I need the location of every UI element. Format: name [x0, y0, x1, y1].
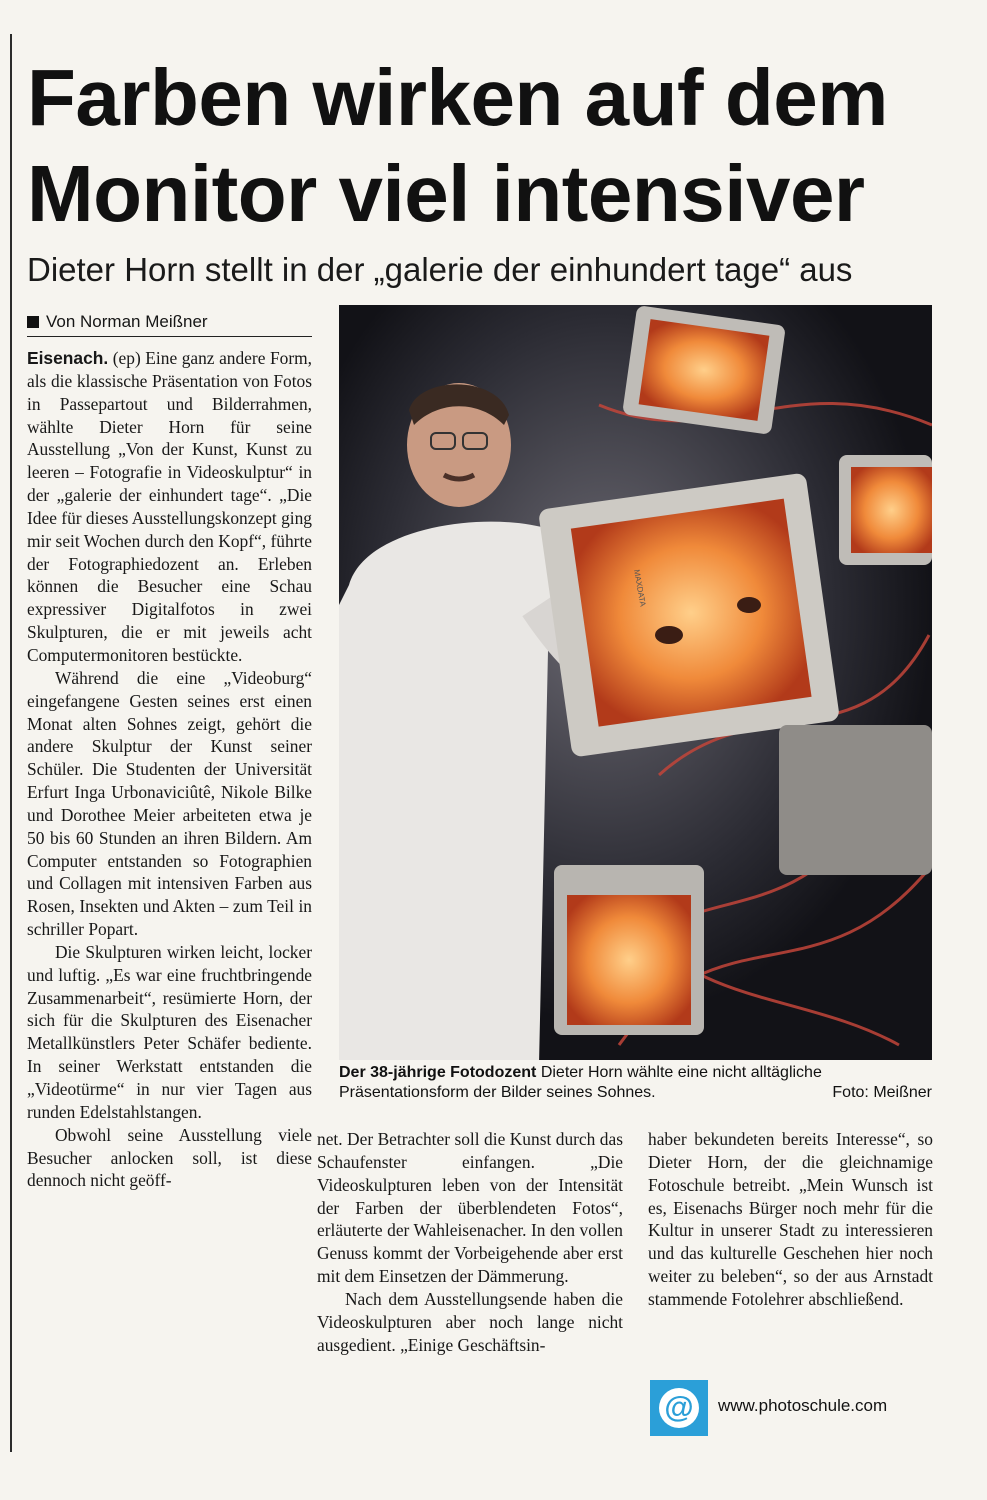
website-url[interactable]: www.photoschule.com — [718, 1396, 888, 1415]
photo-credit: Foto: Meißner — [832, 1084, 932, 1101]
headline-line-1: Farben wirken auf dem — [27, 53, 888, 142]
monitor-brand-label: MAXDATA — [632, 568, 648, 608]
paragraph-2: Während die eine „Videoburg“ eingefangene Gesten seines erst einen Monat alten Sohnes zeigt, gehört die andere Skulptur der Kunst seiner Schüler. Die Studenten der Universität Erfurt Inga Urbonaviciûtê, Nikole Bilke und Dorothee Meier arbeiteten etwa je 50 bis 60 Stunden an ihren Bildern. Am Computer entstanden so Fotographien und Collagen mit intensiven Farben aus Rosen, Insekten und Akten – zum Teil in schriller Popart. — [27, 667, 312, 940]
dateline: Eisenach. — [27, 348, 109, 368]
subheadline: Dieter Horn stellt in der „galerie der einhundert tage“ aus — [27, 251, 853, 288]
paragraph-5-cont: haber bekundeten bereits Interesse“, so Dieter Horn, der die gleichnamige Fotoschule betreibt. „Mein Wunsch ist es, Eisenachs Bürger noch mehr für die Kultur in unserer Stadt zu interessieren und das kulturelle Geschehen hier noch weiter zu beleben“, so der aus Arnstadt stammende Fotolehrer abschließend. — [648, 1129, 933, 1309]
byline — [27, 309, 312, 337]
caption-lead: Der 38-jährige Fotodozent — [339, 1064, 537, 1081]
article-column-3 — [648, 1128, 933, 1311]
monitor-center — [538, 472, 840, 757]
headline — [27, 50, 967, 242]
monitor-top — [622, 305, 786, 435]
byline-author: Von Norman Meißner — [46, 312, 208, 331]
photo-caption — [339, 1063, 932, 1103]
monitor-bottom — [554, 865, 704, 1035]
at-sign-icon — [650, 1380, 708, 1436]
byline-square-icon — [27, 316, 39, 328]
paragraph-4-start: Obwohl seine Ausstellung viele Besucher anlocken soll, ist diese dennoch nicht geöff- — [27, 1124, 312, 1191]
paragraph-3: Die Skulpturen wirken leicht, locker und luftig. „Es war eine fruchtbringende Zusammenarbeit“, resümierte Horn, der sich für die Skulpturen des Eisenacher Metallkünstlers Peter Schäfer bediente. In seiner Werkstatt entstanden die „Videotürme“ in nur vier Tagen aus runden Edelstahlstangen. — [27, 941, 312, 1122]
paragraph-5-start: Nach dem Ausstellungsende haben die Videoskulpturen aber noch lange nicht ausgedient. „Einige Geschäftsin- — [317, 1288, 623, 1355]
paragraph-4-cont: net. Der Betrachter soll die Kunst durch das Schaufenster einfangen. „Die Videoskulpturen leben von der Intensität der Farben der überblendeten Fotos“, erläuterte der Wahleisenacher. In den vollen Genuss kommt der Vorbeigehende aber erst mit dem Einsetzen der Dämmerung. — [317, 1129, 623, 1287]
article-photo — [339, 305, 932, 1060]
article-column-2 — [317, 1128, 623, 1356]
website-box — [650, 1380, 940, 1436]
left-column-rule — [10, 34, 12, 1452]
photo-illustration — [339, 305, 932, 1060]
caption-text: Dieter Horn wählte eine nicht alltägliche Präsentationsform der Bilder seines Sohnes. — [339, 1064, 822, 1101]
article-column-1 — [27, 347, 312, 1192]
headline-line-2: Monitor viel intensiver — [27, 149, 865, 238]
monitor-right-top — [839, 455, 932, 565]
paragraph-1: Eisenach. (ep) Eine ganz andere Form, als die klassische Präsentation von Fotos in Passepartout und Bilderrahmen, wählte Dieter Horn für seine Ausstellung „Von der Kunst, Kunst zu leeren – Fotografie in Videoskulptur“ in der „galerie der einhundert tage“. „Die Idee für dieses Ausstellungskonzept ging mir seit Wochen durch den Kopf“, führte der Fotographiedozent an. Erleben können die Besucher eine Schau expressiver Digitalfotos in zwei Skulpturen, die er mit jeweils acht Computermonitoren bestückte. — [27, 348, 312, 665]
monitor-right-bottom — [779, 725, 932, 875]
svg-text:@: @ — [664, 1391, 694, 1424]
